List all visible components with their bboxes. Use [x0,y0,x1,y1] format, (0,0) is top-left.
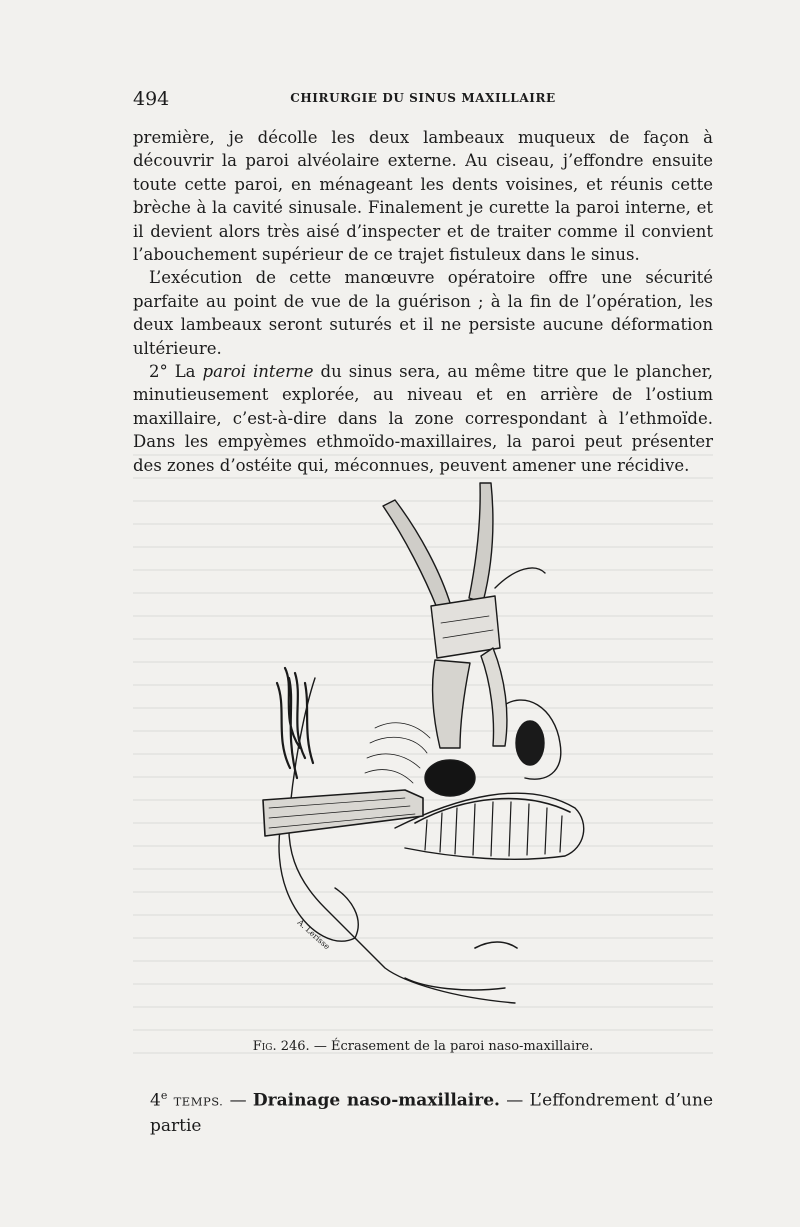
forceps-jaw-right [469,483,493,602]
page-header [133,88,713,112]
step-heading-line [150,1084,713,1138]
nostril [516,721,544,765]
step-dash-1: — [223,1090,253,1111]
mouth-corner [475,942,517,948]
forceps-hinge [431,596,500,658]
step-number-suffix: e [160,1089,168,1102]
paragraph-3-italic: paroi interne [202,362,314,382]
paragraph-3-rest: du sinus sera, au même titre que le plancher, minutieusement explorée, au niveau et en arrière de l’ostium maxillaire, c’est-à-dire dans la zone correspondant à l’ethmoïde. Dans les empyèmes ethmoïdo-maxillaires, la paroi peut présenter des zones d’ostéite qui, méconnues, peuvent amener une récidive. [133,362,713,475]
hair-tuft [277,668,313,778]
figure-label: Fig. 246. [252,1039,310,1054]
chin-line [405,978,505,990]
paragraph-3 [133,360,713,477]
step-temps: TEMPS. [173,1094,224,1109]
figure-caption [133,1039,713,1054]
paragraph-2: L’exécution de cette manœuvre opératoire offre une sécurité parfaite au point de vue de la guérison ; à la fin de l’opération, les deux lambeaux seront suturés et il ne persiste aucune déformation ultérieure. [133,268,713,358]
forceps-spring [495,568,545,588]
forceps-arm [481,648,507,746]
step-dash-2: — [499,1090,530,1111]
step-number: 4 [150,1090,161,1111]
body-text [133,126,713,477]
retractor-blade [263,790,423,836]
forceps-jaw-left [383,500,451,608]
sinus-opening [425,760,475,796]
step-text: L’effondrement d’une partie [150,1090,714,1136]
page-number: 494 [133,88,170,110]
step-title: Drainage naso-maxillaire. [252,1090,500,1111]
face-profile-outline [289,678,515,1003]
cheek-hatching [365,723,430,783]
paragraph-3-lead: 2° La [149,362,203,382]
running-head: CHIRURGIE DU SINUS MAXILLAIRE [290,91,556,105]
forceps-shaft [433,660,470,748]
artist-signature: A. Lerisse [295,917,332,952]
paragraph-1: première, je décolle les deux lambeaux muqueux de façon à découvrir la paroi alvéolaire externe. Au ciseau, j’effondre ensuite toute cette paroi, en ménageant les dents voisines, et réunis cette brèche à la cavité sinusale. Finalement je curette la paroi interne, et il devient alors très aisé d’inspecter et de traiter comme il convient l’abouchement supérieur de ce trajet fistuleux dans le sinus. [133,128,713,265]
figure-caption-text: — Écrasement de la paroi naso-maxillaire. [309,1039,594,1054]
surgical-illustration [255,478,595,1018]
